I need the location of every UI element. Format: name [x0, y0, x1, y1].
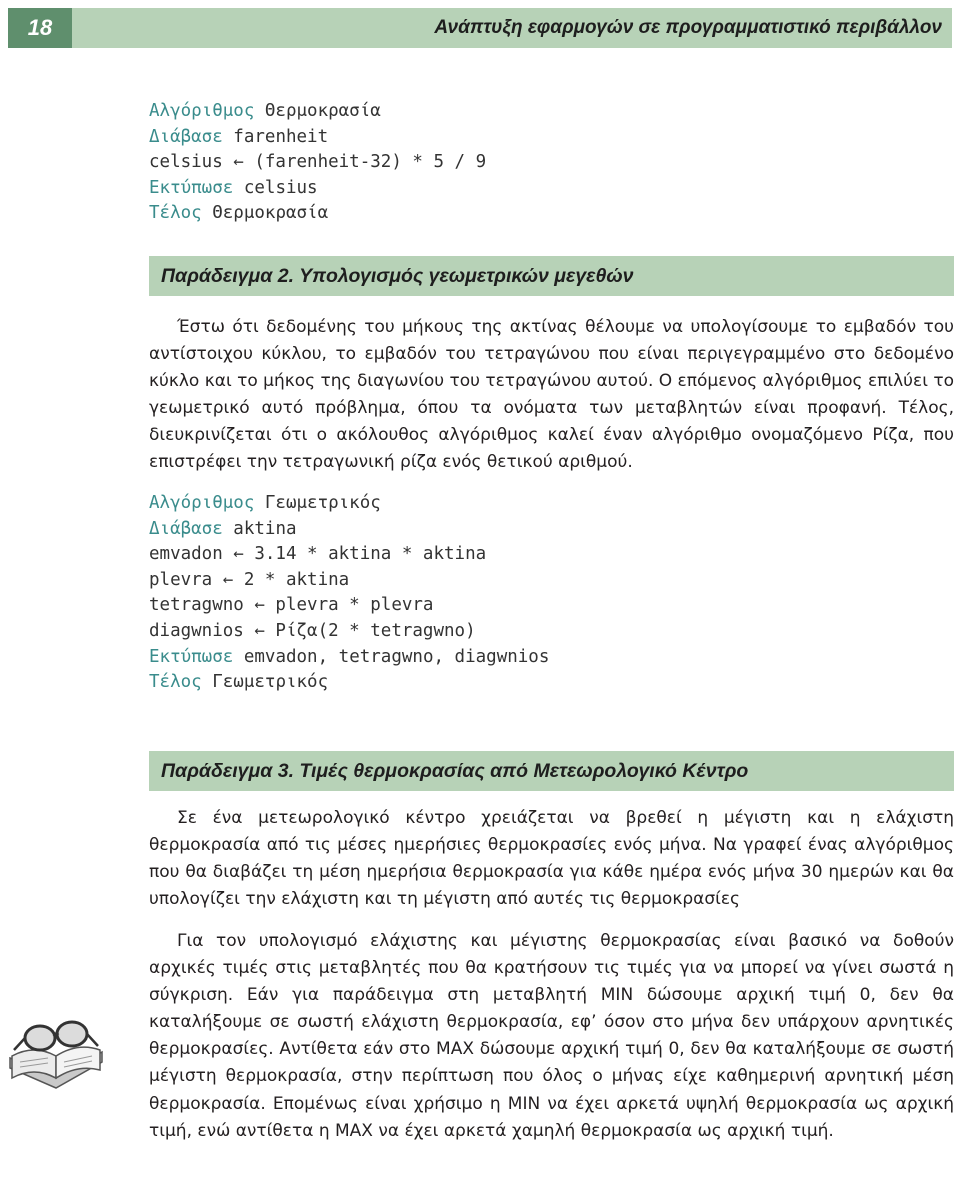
code-keyword: Εκτύπωσε: [149, 646, 234, 667]
code-text: Γεωμετρικός: [201, 672, 329, 693]
code-text: farenheit: [222, 126, 329, 147]
code-text: aktina: [222, 518, 297, 539]
code-line: [149, 593, 549, 619]
code-line: [149, 491, 549, 517]
paragraph-text: Σε ένα μετεωρολογικό κέντρο χρειάζεται να βρεθεί η μέγιστη και η ελάχιστη θερμοκρασία από τις μέσες ημερήσιες θερμοκρασίες ενός μήνα. Να γραφεί ένας αλγόριθμος που θα διαβάζει τη μέση ημερήσια θερμοκρασία για κάθε ημέρα ενός μήνα 30 ημερών και θα υπολογίζει την ελάχιστη και τη μέγιστη από αυτές τις θερμοκρασίες: [149, 808, 954, 910]
code-text: Θερμοκρασία: [254, 101, 381, 121]
running-title: Ανάπτυξη εφαρμογών σε προγραμματιστικό περιβάλλον: [434, 17, 942, 38]
code-line: [149, 125, 486, 151]
code-text: celsius ← (farenheit-32) * 5 / 9: [149, 152, 487, 173]
code-line: [149, 517, 549, 543]
code-text: emvadon, tetragwno, diagwnios: [233, 646, 550, 667]
code-text: emvadon ← 3.14 * aktina * aktina: [149, 544, 487, 565]
code-text: celsius: [233, 177, 318, 198]
code-line: [149, 670, 549, 696]
paragraph-example-3-intro: [149, 805, 954, 913]
code-line: [149, 645, 549, 671]
code-text: plevra ← 2 * aktina: [149, 569, 350, 590]
paragraph-text: Για τον υπολογισμό ελάχιστης και μέγιστης θερμοκρασίας είναι βασικό να δοθούν αρχικές τιμές στις μεταβλητές που θα κρατήσουν τις τιμές για να μπορεί να γίνει σωστά η σύγκριση. Εάν για παράδειγμα στη μεταβλητή MIN δώσουμε αρχική τιμή 0, δεν θα καταλήξουμε σε σωστή ελάχιστη θερμοκρασία, εφ’ όσον στο μήνα δεν υπάρχουν αρνητικές θερμοκρασίες. Αντίθετα εάν στο MAX δώσουμε αρχική τιμή 0, δεν θα καταλήξουμε σε σωστή μέγιστη θερμοκρασία, στην περίπτωση που όλος ο μήνας είχε καθημερινή αρνητική μέση θερμοκρασία. Επομένως είναι χρήσιμο η MIN να έχει αρκετά υψηλή θερμοκρασία ως αρχική τιμή, ενώ αντίθετα η MAX να έχει αρκετά χαμηλή θερμοκρασία ως αρχική τιμή.: [149, 931, 954, 1141]
book-with-glasses-icon: [6, 1006, 106, 1096]
section-heading-example-2: [149, 256, 954, 296]
code-text: Θερμοκρασία: [201, 203, 329, 224]
section-heading-example-3: [149, 751, 954, 791]
algorithm-geometric: [149, 491, 549, 696]
code-line: [149, 201, 486, 227]
code-keyword: Εκτύπωσε: [149, 177, 234, 198]
code-keyword: Διάβασε: [149, 126, 223, 147]
code-keyword: Αλγόριθμος: [149, 101, 255, 121]
section-title: Παράδειγμα 2. Υπολογισμός γεωμετρικών μεγεθών: [161, 265, 634, 287]
page-number: 18: [8, 8, 72, 48]
code-line: [149, 99, 486, 125]
code-keyword: Αλγόριθμος: [149, 493, 255, 513]
code-line: [149, 619, 549, 645]
algorithm-temperature: [149, 99, 486, 227]
code-keyword: Διάβασε: [149, 518, 223, 539]
code-keyword: Τέλος: [149, 203, 202, 224]
code-text: diagwnios ← Ρίζα(2 * tetragwno): [149, 620, 476, 641]
page-header: [8, 8, 952, 48]
code-line: [149, 568, 549, 594]
code-line: [149, 176, 486, 202]
code-keyword: Τέλος: [149, 672, 202, 693]
code-line: [149, 150, 486, 176]
paragraph-text: Έστω ότι δεδομένης του μήκους της ακτίνας θέλουμε να υπολογίσουμε το εμβαδόν του αντίστοιχου κύκλου, το εμβαδόν του τετραγώνου που είναι περιγεγραμμένο στο δεδομένο κύκλο και το μήκος της διαγωνίου του τετραγώνου αυτού. Ο επόμενος αλγόριθμος επιλύει το γεωμετρικό αυτό πρόβλημα, όπου τα ονόματα των μεταβλητών είναι προφανή. Τέλος, διευκρινίζεται ότι ο ακόλουθος αλγόριθμος καλεί έναν αλγόριθμο ονομαζόμενο Ρίζα, που επιστρέφει την τετραγωνική ρίζα ενός θετικού αριθμού.: [149, 317, 954, 473]
section-title: Παράδειγμα 3. Τιμές θερμοκρασίας από Μετεωρολογικό Κέντρο: [161, 760, 749, 782]
code-text: tetragwno ← plevra * plevra: [149, 595, 434, 616]
paragraph-example-3-discussion: [149, 928, 954, 1145]
code-line: [149, 542, 549, 568]
code-text: Γεωμετρικός: [254, 493, 381, 513]
paragraph-example-2: [149, 314, 954, 477]
